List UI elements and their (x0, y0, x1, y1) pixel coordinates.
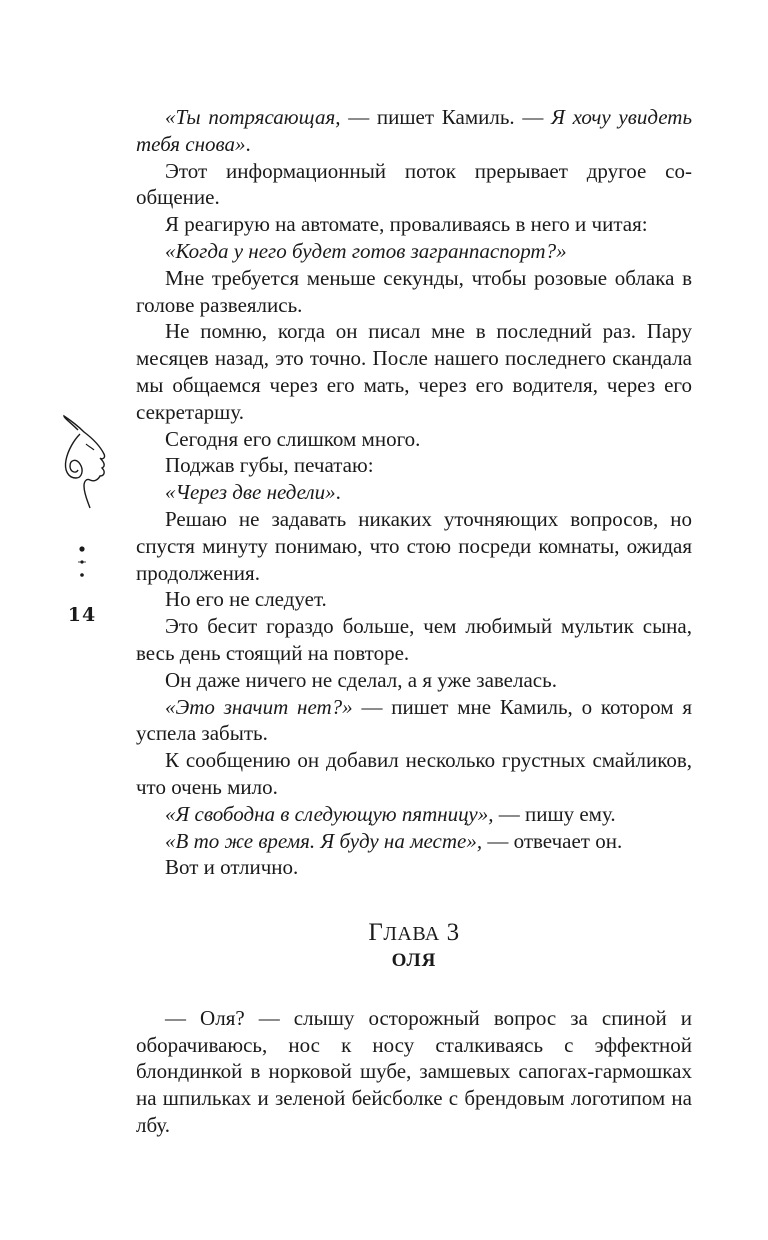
paragraphs (136, 104, 692, 881)
paragraph (136, 426, 692, 453)
text-run: Решаю не задавать никаких уточняющих вопросов, но спустя минуту понимаю, что стою посреди комнаты, ожидая продолжения. (136, 506, 692, 585)
paragraph (136, 318, 692, 425)
page-text (136, 104, 692, 1139)
text-run: Он даже ничего не сделал, а я уже завелась. (165, 667, 557, 692)
text-run: Не помню, когда он писал мне в последний раз. Пару месяцев назад, это точно. После нашего последнего скандала мы общаемся через его мать, через его водителя, через его секретаршу. (136, 319, 692, 424)
chapter-word: ЛАВА (383, 923, 440, 946)
paragraph (136, 828, 692, 855)
paragraph (136, 667, 692, 694)
text-run: — пишет мне Камиль, о котором я успела забыть. (136, 694, 693, 746)
page-number: 14 (67, 604, 97, 626)
paragraph (136, 104, 692, 158)
paragraph (136, 1005, 692, 1139)
paragraph (136, 613, 692, 667)
chapter-subtitle: ОЛЯ (391, 949, 437, 971)
text-run: К сообщению он добавил несколько грустных смайликов, что очень мило. (136, 748, 692, 799)
paragraph (136, 158, 692, 212)
paragraph (136, 211, 692, 238)
woman-profile-line-art (50, 410, 120, 510)
text-run: Этот информационный поток прерывает другое сообщение. (136, 158, 692, 210)
chapter-paragraphs (136, 1005, 692, 1139)
text-run: Это бесит гораздо больше, чем любимый мультик сына, весь день стоящий на повторе. (136, 614, 692, 665)
quoted-message: «В то же время. Я буду на месте», (165, 828, 483, 853)
chapter-title (136, 920, 692, 948)
text-run: Мне требуется меньше секунды, чтобы розовые облака в голове развеялись. (136, 265, 692, 317)
text-run: Сегодня его слишком много. (165, 426, 421, 451)
quoted-message: «Когда у него будет готов загранпаспорт?» (165, 238, 567, 263)
chapter-number: 3 (446, 919, 460, 947)
text-run: . (245, 131, 251, 156)
text-run: — пишет Камиль. — (340, 105, 552, 129)
quoted-message: «Я свободна в следующую пятницу», (165, 801, 494, 826)
chapter-initial: Г (368, 919, 384, 947)
ornament-dots (76, 546, 88, 582)
quoted-message: «Ты потрясающая, (165, 105, 341, 129)
text-run: — пишу ему. (493, 801, 616, 826)
paragraph (136, 452, 692, 479)
paragraph (136, 479, 692, 506)
quoted-message: «Через две недели» (165, 480, 336, 505)
quoted-message: «Это значит нет?» (165, 694, 353, 719)
paragraph (136, 747, 692, 801)
paragraph (136, 694, 692, 748)
text-run: — Оля? — слышу осторожный вопрос за спиной и оборачиваюсь, нос к носу сталкиваясь с эффектной блондинкой в норковой шубе, замшевых сапогах-гармошках на шпильках и зеленой бейсболке с брендовым логотипом на лбу. (136, 1005, 692, 1137)
text-run: Вот и отлично. (165, 855, 299, 880)
text-run: Я реагирую на автомате, проваливаясь в него и читая: (165, 212, 648, 237)
paragraph (136, 586, 692, 613)
text-run: — отвечает он. (482, 828, 623, 853)
paragraph (136, 265, 692, 319)
paragraph (136, 854, 692, 881)
paragraph (136, 506, 692, 586)
paragraph (136, 801, 692, 828)
text-run: Поджав губы, печатаю: (165, 453, 374, 478)
quoted-message: Я хочу увидеть тебя снова» (136, 105, 693, 156)
text-run: Но его не следует. (165, 587, 327, 612)
text-run: . (335, 480, 341, 505)
paragraph (136, 238, 692, 265)
